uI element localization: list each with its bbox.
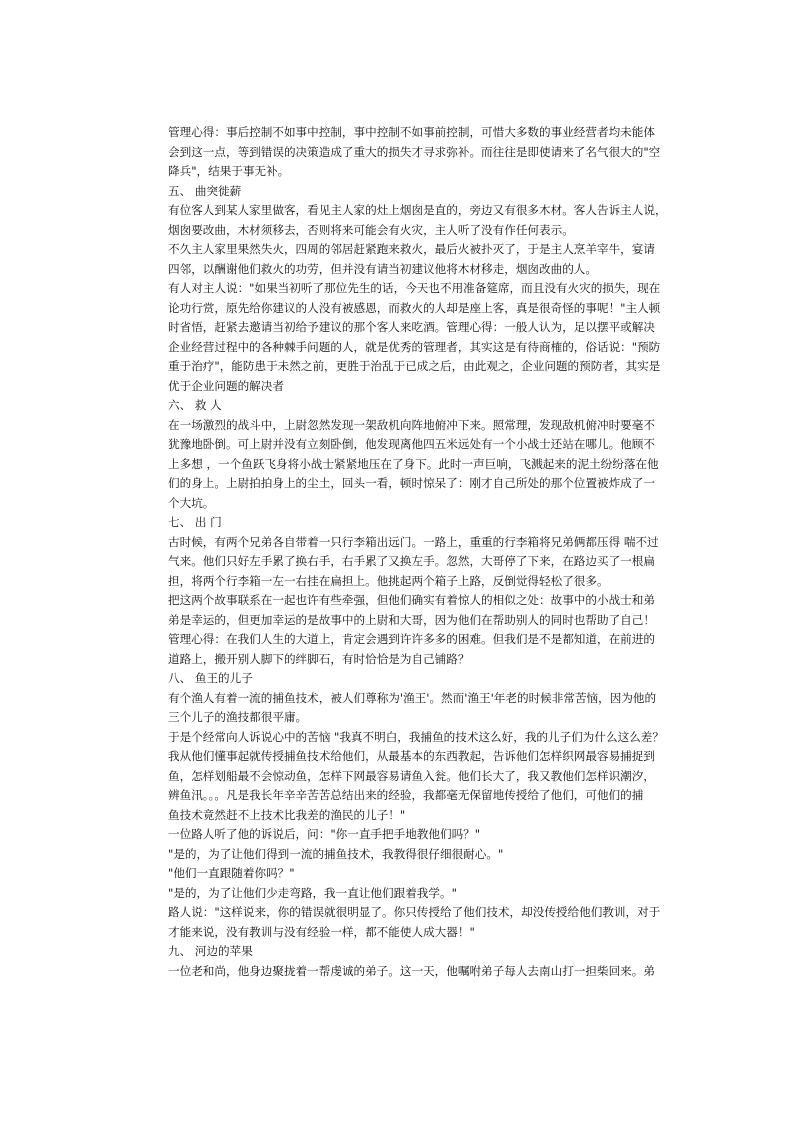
text-line: 五、 曲突徙薪 xyxy=(168,183,242,198)
text-line: 有人对主人说："如果当初听了那位先生的话，今天也不用准备筵席，而且没有火灾的损失，现在 xyxy=(168,281,661,295)
text-line: 四邻，以酬谢他们救火的功劳，但并没有请当初建议他将木材移走，烟囱改曲的人。 xyxy=(168,261,597,276)
text-line: 才能来说，没有教训与没有经验一样，都不能使人成大器！" xyxy=(168,924,475,939)
text-line: 重于治疗"，能防患于未然之前，更胜于治乱于已成之后，由此观之，企业问题的预防者，其实是 xyxy=(168,359,661,373)
text-line: 时省悟，赶紧去邀请当初给予建议的那个客人来吃酒。管理心得：一般人认为，足以摆平或解决 xyxy=(168,320,655,334)
text-line: 路人说："这样说来，你的错误就很明显了。你只传授给了他们技术，却没传授给他们教训，对于 xyxy=(168,905,661,919)
text-line: 弟是幸运的，但更加幸运的是故事中的上尉和大哥，因为他们在帮助别人的同时也帮助了自己！ xyxy=(168,612,655,627)
document-body xyxy=(168,123,680,981)
text-line: 烟囱要改曲，木材须移去，否则将来可能会有火灾，主人听了没有作任何表示。 xyxy=(168,222,574,237)
text-line: 一位路人听了他的诉说后，问："你一直手把手地教他们吗？" xyxy=(168,827,481,841)
text-line: 优于企业问题的解决者 xyxy=(168,378,284,393)
text-line: 犹豫地卧倒。可上尉并没有立刻卧倒，他发现离他四五米远处有一个小战士还站在哪儿。他顾不 xyxy=(168,437,655,451)
text-line: 辨鱼汛。。。凡是我长年辛辛苦苦总结出来的经验，我都毫无保留地传授给了他们，可他们的捕 xyxy=(168,788,644,802)
text-line: 气来。他们只好左手累了换右手，右手累了又换左手。忽然，大哥停了下来，在路边买了一根扁 xyxy=(168,554,655,568)
text-line: 把这两个故事联系在一起也许有些牵强，但他们确实有着惊人的相似之处：故事中的小战士和弟 xyxy=(168,593,655,607)
text-line: 不久主人家里果然失火，四周的邻居赶紧跑来救火，最后火被扑灭了，于是主人烹羊宰牛，宴请 xyxy=(168,242,655,256)
text-line: 道路上，搬开别人脚下的绊脚石，有时恰恰是为自己铺路？ xyxy=(168,651,470,666)
text-line: 担，将两个行李箱一左一右挂在扁担上。他挑起两个箱子上路，反倒觉得轻松了很多。 xyxy=(168,573,609,588)
text-line: 于是个经常向人诉说心中的苦恼 "我真不明白，我捕鱼的技术这么好，我的儿子们为什么这么差？ xyxy=(168,729,664,744)
text-line: 鱼，怎样划船最不会惊动鱼，怎样下网最容易请鱼入瓮。他们长大了，我又教他们怎样识潮汐， xyxy=(168,768,655,783)
text-line: 论功行赏，原先给你建议的人没有被感恩，而救火的人却是座上客，真是很奇怪的事呢！"主人顿 xyxy=(168,300,661,315)
text-line: 一位老和尚，他身边聚拢着一帮虔诚的弟子。这一天，他嘱咐弟子每人去南山打一担柴回来。弟 xyxy=(168,963,655,978)
text-line: 七、 出 门 xyxy=(168,515,222,529)
text-line: 们的身上。上尉拍拍身上的尘土，回头一看，顿时惊呆了：刚才自己所处的那个位置被炸成了一 xyxy=(168,476,655,490)
text-line: 在一场激烈的战斗中，上尉忽然发现一架敌机向阵地俯冲下来。照常理，发现敌机俯冲时要毫不 xyxy=(168,417,655,432)
text-line: "是的，为了让他们少走弯路，我一直让他们跟着我学。" xyxy=(168,885,457,900)
text-line: 有位客人到某人家里做客，看见主人家的灶上烟囱是直的，旁边又有很多木材。客人告诉主人说， xyxy=(168,203,667,217)
text-line: 六、 救 人 xyxy=(168,398,222,412)
text-line: 九、 河边的苹果 xyxy=(168,944,253,958)
text-line: "是的，为了让他们得到一流的捕鱼技术，我教得很仔细很耐心。" xyxy=(168,846,504,861)
text-line: 管理心得：事后控制不如事中控制，事中控制不如事前控制，可惜大多数的事业经营者均未能体 xyxy=(168,125,655,139)
text-line: 古时候，有两个兄弟各自带着一只行李箱出远门。一路上，重重的行李箱将兄弟俩都压得 喘不过 xyxy=(168,534,659,549)
text-line: "他们一直跟随着你吗？" xyxy=(168,866,295,880)
text-line: 我从他们懂事起就传授捕鱼技术给他们，从最基本的东西教起，告诉他们怎样织网最容易捕捉到 xyxy=(168,749,655,763)
text-line: 鱼技术竟然赶不上技术比我差的渔民的儿子！" xyxy=(168,807,406,822)
text-line: 个大坑。 xyxy=(168,495,215,510)
text-line: 企业经营过程中的各种棘手问题的人，就是优秀的管理者，其实这是有待商榷的，俗话说："预防 xyxy=(168,339,661,354)
text-line: 会到这一点，等到错误的决策造成了重大的损失才寻求弥补。而往往是即使请来了名气很大的"空 xyxy=(168,144,661,159)
text-line: 管理心得：在我们人生的大道上，肯定会遇到许许多多的困难。但我们是不是都知道，在前进的 xyxy=(168,632,655,646)
text-line: 上多想 ，一个鱼跃飞身将小战士紧紧地压在了身下。此时一声巨响，飞溅起来的泥土纷纷落在他 xyxy=(168,456,659,471)
text-line: 八、 鱼王的儿子 xyxy=(168,671,253,685)
text-line: 有个渔人有着一流的捕鱼技术，被人们尊称为'渔王'。然而'渔王'年老的时候非常苦恼，因为他的 xyxy=(168,690,657,705)
text-line: 三个儿子的渔技都很平庸。 xyxy=(168,710,308,724)
text-line: 降兵"，结果于事无补。 xyxy=(168,164,290,178)
